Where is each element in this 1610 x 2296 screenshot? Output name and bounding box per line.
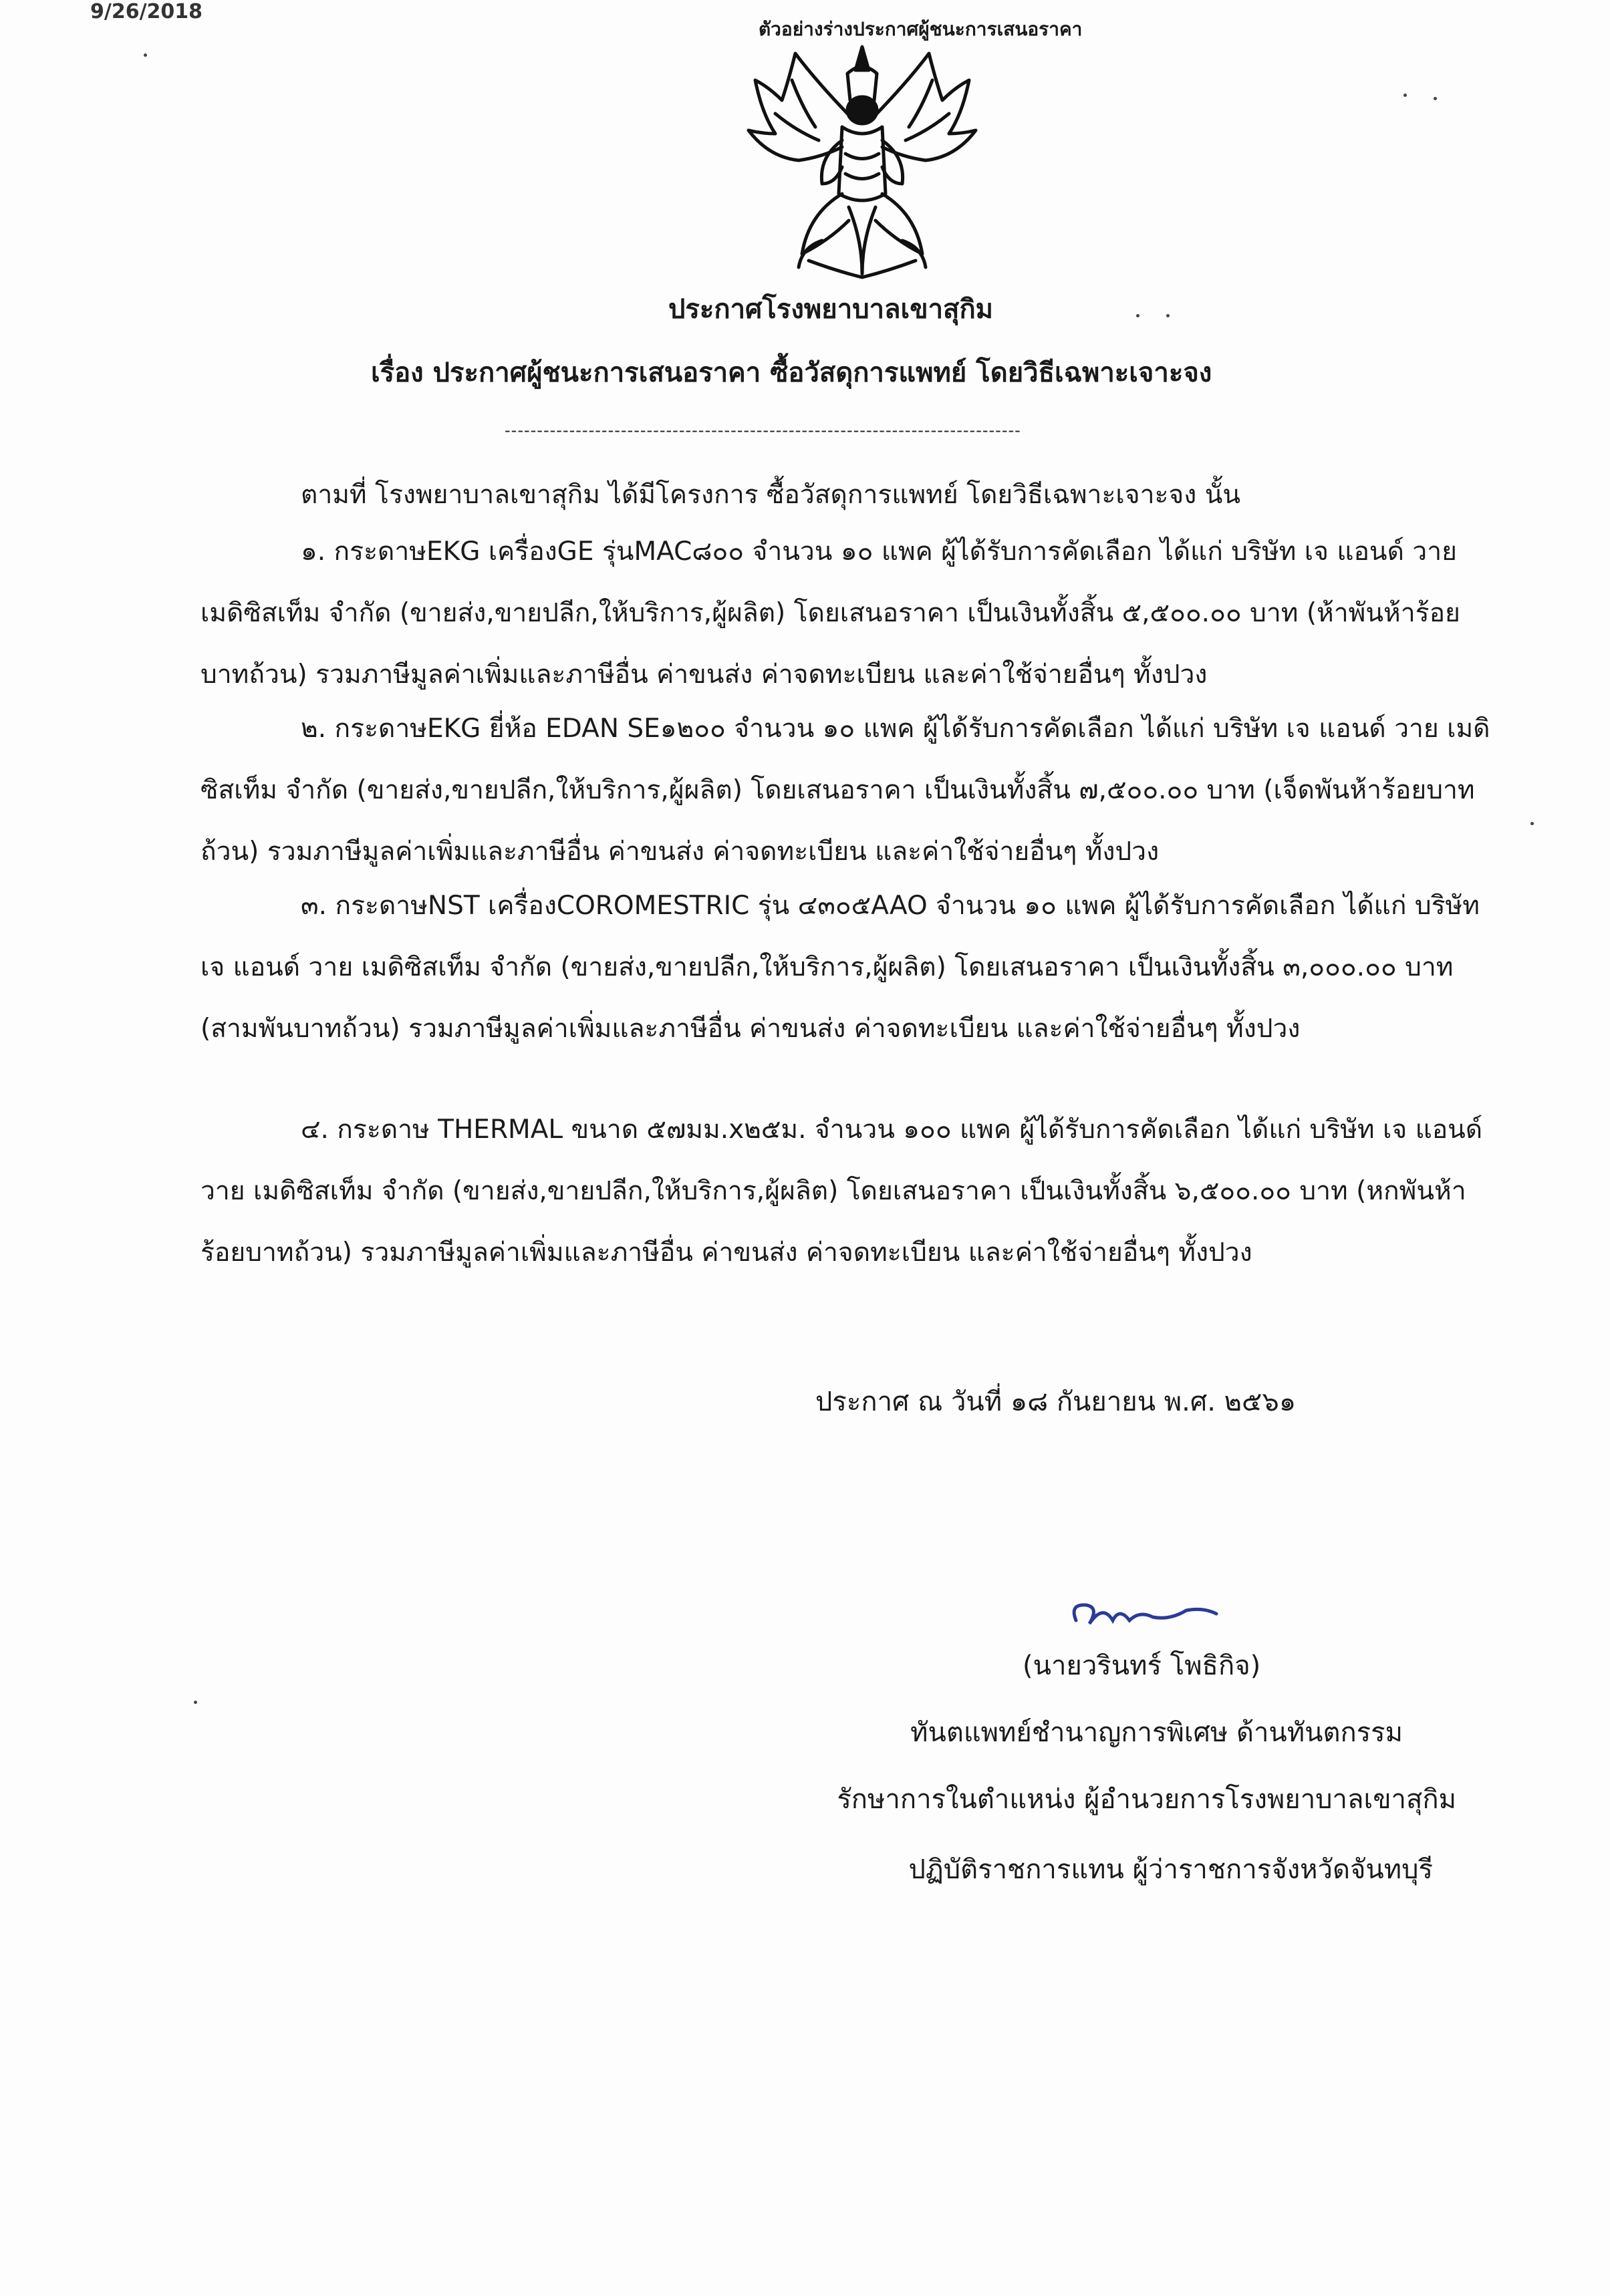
scan-speck [1530,822,1534,825]
signer-on-behalf: ปฏิบัติราชการแทน ผู้ว่าราชการจังหวัดจันทบุรี [908,1854,1433,1885]
intro-paragraph: ตามที่ โรงพยาบาลเขาสุกิม ได้มีโครงการ ซื้อวัสดุการแพทย์ โดยวิธีเฉพาะเจาะจง นั้น [301,480,1241,510]
divider: -------------------------------------------------------------------------------- [505,421,1021,440]
announce-date: ประกาศ ณ วันที่ ๑๘ กันยายน พ.ศ. ๒๕๖๑ [815,1387,1297,1417]
scan-speck [1166,314,1170,317]
scan-speck [194,1701,197,1704]
list-item [200,698,1497,883]
print-date: 9/26/2018 [90,0,203,23]
scan-speck [1403,94,1407,97]
garuda-emblem-icon [735,40,989,287]
scan-speck [144,53,147,57]
list-item [200,1099,1497,1284]
signer-acting-position: รักษาการในตำแหน่ง ผู้อำนวยการโรงพยาบาลเขาสุกิม [837,1784,1456,1815]
item-text: ๔. กระดาษ THERMAL ขนาด ๕๗มม.x๒๕ม. จำนวน ๑๐๐ แพค ผู้ได้รับการคัดเลือก ได้แก่ บริษัท เจ แอนด์ วาย เมดิซิสเท็ม จำกัด (ขายส่ง,ขายปลีก,ให้บริการ,ผู้ผลิต) โดยเสนอราคา เป็นเงินทั้งสิ้น ๖,๕๐๐.๐๐ บาท (หกพันห้าร้อยบาทถ้วน) รวมภาษีมูลค่าเพิ่มและภาษีอื่น ค่าขนส่ง ค่าจดทะเบียน และค่าใช้จ่ายอื่นๆ ทั้งปวง [200,1115,1483,1268]
scan-speck [1434,97,1437,100]
page-subject: เรื่อง ประกาศผู้ชนะการเสนอราคา ซื้อวัสดุการแพทย์ โดยวิธีเฉพาะเจาะจง [371,357,1212,388]
signer-title: ทันตแพทย์ชำนาญการพิเศษ ด้านทันตกรรม [910,1717,1403,1748]
handwritten-signature-icon [1063,1590,1223,1637]
item-text: ๒. กระดาษEKG ยี่ห้อ EDAN SE๑๒๐๐ จำนวน ๑๐ แพค ผู้ได้รับการคัดเลือก ได้แก่ บริษัท เจ แอนด์ วาย เมดิซิสเท็ม จำกัด (ขายส่ง,ขายปลีก,ให้บริการ,ผู้ผลิต) โดยเสนอราคา เป็นเงินทั้งสิ้น ๗,๕๐๐.๐๐ บาท (เจ็ดพันห้าร้อยบาทถ้วน) รวมภาษีมูลค่าเพิ่มและภาษีอื่น ค่าขนส่ง ค่าจดทะเบียน และค่าใช้จ่ายอื่นๆ ทั้งปวง [200,714,1490,867]
signer-name: (นายวรินทร์ โพธิกิจ) [1023,1651,1261,1681]
list-item [200,875,1497,1060]
scan-speck [1136,314,1139,317]
header-note: ตัวอย่างร่างประกาศผู้ชนะการเสนอราคา [759,18,1083,40]
page-title: ประกาศโรงพยาบาลเขาสุกิม [668,294,994,325]
item-text: ๓. กระดาษNST เครื่องCOROMESTRIC รุ่น ๔๓๐๕AAO จำนวน ๑๐ แพค ผู้ได้รับการคัดเลือก ได้แก่ บริษัท เจ แอนด์ วาย เมดิซิสเท็ม จำกัด (ขายส่ง,ขายปลีก,ให้บริการ,ผู้ผลิต) โดยเสนอราคา เป็นเงินทั้งสิ้น ๓,๐๐๐.๐๐ บาท (สามพันบาทถ้วน) รวมภาษีมูลค่าเพิ่มและภาษีอื่น ค่าขนส่ง ค่าจดทะเบียน และค่าใช้จ่ายอื่นๆ ทั้งปวง [200,891,1480,1044]
item-text: ๑. กระดาษEKG เครื่องGE รุ่นMAC๘๐๐ จำนวน ๑๐ แพค ผู้ได้รับการคัดเลือก ได้แก่ บริษัท เจ แอนด์ วาย เมดิซิสเท็ม จำกัด (ขายส่ง,ขายปลีก,ให้บริการ,ผู้ผลิต) โดยเสนอราคา เป็นเงินทั้งสิ้น ๕,๕๐๐.๐๐ บาท (ห้าพันห้าร้อยบาทถ้วน) รวมภาษีมูลค่าเพิ่มและภาษีอื่น ค่าขนส่ง ค่าจดทะเบียน และค่าใช้จ่ายอื่นๆ ทั้งปวง [200,537,1460,690]
list-item [200,521,1497,706]
